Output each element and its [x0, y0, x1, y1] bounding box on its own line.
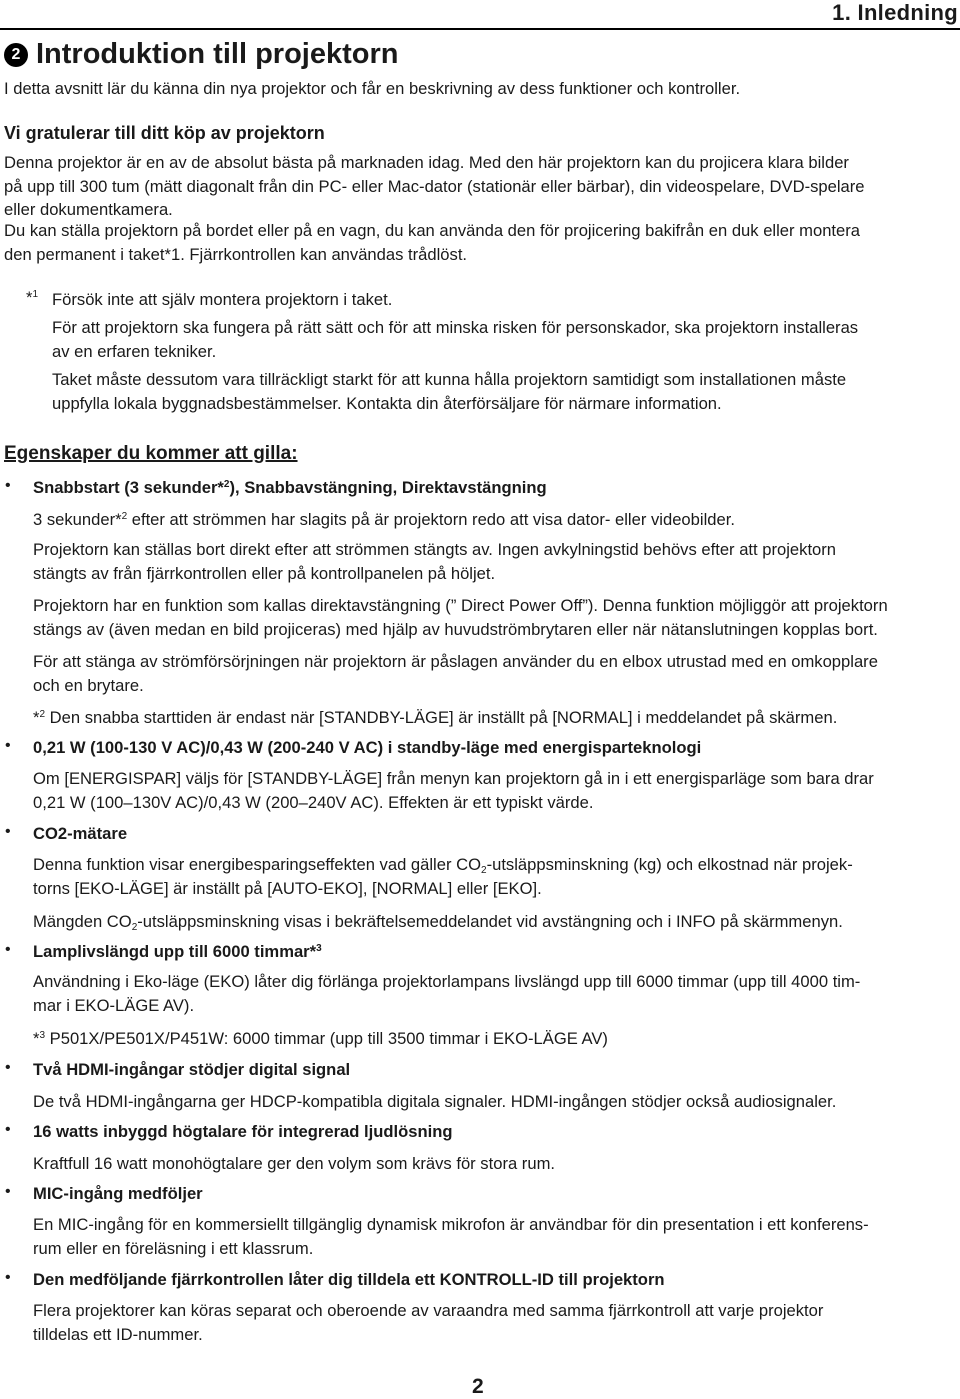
section-title-text: Introduktion till projektorn	[36, 38, 399, 70]
feature-7-title: MIC-ingång medföljer	[33, 1184, 203, 1203]
text-line: Denna funktion visar energibesparingseffekten vad gäller $CO_2$-utsläppsminskning (kg) och elkostnad när projek-	[33, 855, 853, 876]
bullet-icon: •	[5, 477, 11, 494]
feature-8-paragraph	[33, 1299, 959, 1346]
text-line: Projektorn har en funktion som kallas direktavstängning (” Direct Power Off”). Denna funktion möjliggör att projektorn	[33, 596, 888, 615]
footnote-1-marker: *$^1$	[26, 288, 39, 307]
feature-2-paragraph	[33, 767, 959, 814]
text-line: Användning i Eko-läge (EKO) låter dig förlänga projektorlampans livslängd upp till 6000 timmar (upp till 4000 tim-	[33, 972, 861, 991]
text-line: och en brytare.	[33, 675, 144, 695]
section-number-icon: 2	[4, 43, 28, 67]
intro-text: I detta avsnitt lär du känna din nya projektor och får en beskrivning av dess funktioner och kontroller.	[4, 79, 741, 98]
bullet-icon: •	[5, 1183, 11, 1200]
feature-1-paragraph-2	[33, 538, 959, 585]
text-line: Projektorn kan ställas bort direkt efter att strömmen stängts av. Ingen avkylningstid behövs efter att projektorn	[33, 540, 837, 559]
feature-3-title: CO2-mätare	[33, 824, 128, 843]
feature-6-title: 16 watts inbyggd högtalare för integrerad ljudlösning	[33, 1122, 453, 1141]
text-line: den permanent i taket*1. Fjärrkontrollen kan användas trådlöst.	[4, 244, 468, 264]
bullet-icon: •	[5, 941, 11, 958]
feature-1-paragraph-3	[33, 594, 959, 641]
feature-4-title: Lamplivslängd upp till 6000 timmar*$^3$	[33, 942, 322, 961]
text-line: stängts av från fjärrkontrollen eller på kontrollpanelen på höljet.	[33, 563, 496, 583]
congrats-heading: Vi gratulerar till ditt köp av projektorn	[4, 123, 325, 143]
congrats-paragraph-2	[4, 219, 959, 266]
bullet-icon: •	[5, 823, 11, 840]
feature-1-title: Snabbstart (3 sekunder*$^2$), Snabbavstängning, Direktavstängning	[33, 478, 547, 497]
bullet-icon: •	[5, 1269, 11, 1286]
text-line: Denna projektor är en av de absolut bästa på marknaden idag. Med den här projektorn kan du projicera klara bilder	[4, 153, 849, 172]
text-line: 0,21 W (100–130V AC)/0,43 W (200–240V AC). Effekten är ett typiskt värde.	[33, 792, 594, 812]
feature-1-paragraph-1: 3 sekunder*$^2$ efter att strömmen har slagits på är projektorn redo att visa dator- eller videobilder.	[33, 510, 735, 529]
text-line: av en erfaren tekniker.	[52, 341, 217, 361]
text-line: För att projektorn ska fungera på rätt sätt och för att minska risken för personskador, ska projektorn installeras	[52, 318, 859, 337]
feature-3-paragraph-1	[33, 853, 959, 900]
chapter-header: 1. Inledning	[832, 0, 958, 25]
feature-3-paragraph-2: Mängden $CO_2$-utsläppsminskning visas i bekräftelsemeddelandet vid avstängning och i INFO på skärmmenyn.	[33, 912, 843, 933]
feature-5-paragraph: De två HDMI-ingångarna ger HDCP-kompatibla digitala signaler. HDMI-ingången stödjer också audiosignaler.	[33, 1092, 837, 1111]
text-line: rum eller en föreläsning i ett klassrum.	[33, 1238, 314, 1258]
feature-2-title: 0,21 W (100-130 V AC)/0,43 W (200-240 V AC) i standby-läge med energisparteknologi	[33, 738, 702, 757]
feature-6-paragraph: Kraftfull 16 watt monohögtalare ger den volym som krävs för stora rum.	[33, 1154, 555, 1173]
header-rule	[0, 28, 960, 30]
text-line: eller dokumentkamera.	[4, 200, 173, 219]
text-line: uppfylla lokala byggnadsbestämmelser. Kontakta din återförsäljare för närmare information.	[52, 393, 722, 413]
footnote-1-line: Försök inte att själv montera projektorn i taket.	[52, 290, 393, 309]
bullet-icon: •	[5, 1121, 11, 1138]
text-line: torns [EKO-LÄGE] är inställt på [AUTO-EKO], [NORMAL] eller [EKO].	[33, 878, 542, 898]
feature-4-note: *$^3$ P501X/PE501X/P451W: 6000 timmar (upp till 3500 timmar i EKO-LÄGE AV)	[33, 1029, 608, 1048]
feature-5-title: Två HDMI-ingångar stödjer digital signal	[33, 1060, 351, 1079]
text-line: En MIC-ingång för en kommersiellt tillgänglig dynamisk mikrofon är användbar för din presentation i ett konferens-	[33, 1215, 869, 1234]
text-line: mar i EKO-LÄGE AV).	[33, 995, 195, 1015]
feature-7-paragraph	[33, 1213, 959, 1260]
feature-1-note: *$^2$ Den snabba starttiden är endast när [STANDBY-LÄGE] är inställt på [NORMAL] i meddelandet på skärmen.	[33, 708, 838, 727]
text-line: stängs av (även medan en bild projiceras) med hjälp av huvudströmbrytaren eller när nätanslutningen kopplas bort.	[33, 619, 878, 639]
text-line: tilldelas ett ID-nummer.	[33, 1324, 203, 1344]
feature-4-paragraph	[33, 970, 959, 1017]
text-line: Taket måste dessutom vara tillräckligt starkt för att kunna hålla projektorn samtidigt som installationen måste	[52, 370, 847, 389]
footnote-1-paragraph-2	[52, 316, 957, 363]
text-line: Flera projektorer kan köras separat och oberoende av varaandra med samma fjärrkontroll att varje projektor	[33, 1301, 824, 1320]
text-line: Om [ENERGISPAR] väljs för [STANDBY-LÄGE] från menyn kan projektorn gå in i ett energisparläge som bara drar	[33, 769, 874, 788]
bullet-icon: •	[5, 737, 11, 754]
text-line: För att stänga av strömförsörjningen när projektorn är påslagen använder du en elbox utrustad med en omkopplare	[33, 652, 878, 671]
section-title	[4, 38, 398, 71]
features-heading: Egenskaper du kommer att gilla:	[4, 443, 298, 464]
text-line: Du kan ställa projektorn på bordet eller på en vagn, du kan använda den för projicering bakifrån en duk eller montera	[4, 221, 861, 240]
congrats-paragraph-1	[4, 151, 959, 222]
page-number: 2	[472, 1375, 484, 1398]
feature-8-title: Den medföljande fjärrkontrollen låter dig tilldela ett KONTROLL-ID till projektorn	[33, 1270, 665, 1289]
bullet-icon: •	[5, 1059, 11, 1076]
footnote-1-paragraph-3	[52, 368, 957, 415]
feature-1-paragraph-4	[33, 650, 959, 697]
text-line: på upp till 300 tum (mätt diagonalt från din PC- eller Mac-dator (stationär eller bärbar), din videospelare, DVD-spelare	[4, 176, 865, 196]
